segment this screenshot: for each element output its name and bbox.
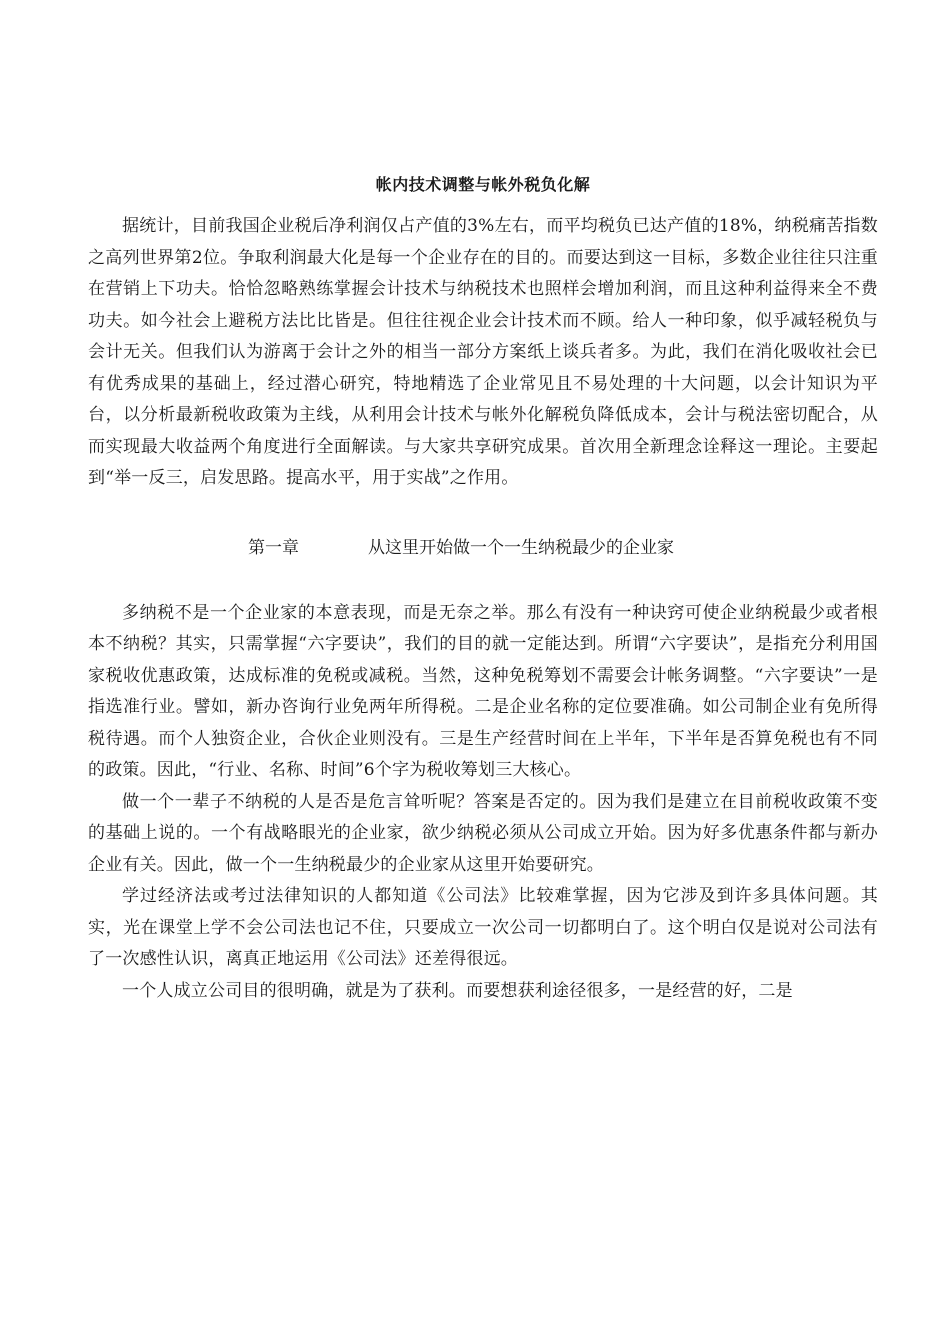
body-paragraph: 多纳税不是一个企业家的本意表现，而是无奈之举。那么有没有一种诀窍可使企业纳税最少或者根本不纳税？其实，只需掌握“六字要诀”，我们的目的就一定能达到。所谓“六字要诀”，是指充分利用国家税收优惠政策，达成标准的免税或减税。当然，这种免税筹划不需要会计帐务调整。“六字要诀”一是指选准行业。譬如，新办咨询行业免两年所得税。二是企业名称的定位要准确。如公司制企业有免所得税待遇。而个人独资企业，合伙企业则没有。三是生产经营时间在上半年，下半年是否算免税也有不同的政策。因此，“行业、名称、时间”6个字为税收筹划三大核心。 (88, 602, 878, 780)
chapter-heading (88, 533, 878, 558)
intro-paragraph: 据统计，目前我国企业税后净利润仅占产值的3%左右，而平均税负已达产值的18%，纳税痛苦指数之高列世界第2位。争取利润最大化是每一个企业存在的目的。而要达到这一目标，多数企业往往只注重在营销上下功夫。恰恰忽略熟练掌握会计技术与纳税技术也照样会增加利润，而且这种利益得来全不费功夫。如今社会上避税方法比比皆是。但往往视企业会计技术而不顾。给人一种印象，似乎减轻税负与会计无关。但我们认为游离于会计之外的相当一部分方案纸上谈兵者多。为此，我们在消化吸收社会已有优秀成果的基础上，经过潜心研究，特地精选了企业常见且不易处理的十大问题，以会计知识为平台，以分析最新税收政策为主线，从利用会计技术与帐外化解税负降低成本，会计与税法密切配合，从而实现最大收益两个角度进行全面解读。与大家共享研究成果。首次用全新理念诠释这一理论。主要起到“举一反三，启发思路。提高水平，用于实战”之作用。 (88, 216, 878, 488)
document-title: 帐内技术调整与帐外税负化解 (375, 175, 591, 194)
body-paragraph: 学过经济法或考过法律知识的人都知道《公司法》比较难掌握，因为它涉及到许多具体问题。其实，光在课堂上学不会公司法也记不住，只要成立一次公司一切都明白了。这个明白仅是说对公司法有了一次感性认识，离真正地运用《公司法》还差得很远。 (88, 886, 878, 969)
body-paragraph: 一个人成立公司目的很明确，就是为了获利。而要想获利途径很多，一是经营的好，二是 (122, 980, 793, 1001)
document-page (88, 168, 878, 1007)
body-paragraph: 做一个一辈子不纳税的人是否是危言耸听呢？答案是否定的。因为我们是建立在目前税收政策不变的基础上说的。一个有战略眼光的企业家，欲少纳税必须从公司成立开始。因为好多优惠条件都与新办企业有关。因此，做一个一生纳税最少的企业家从这里开始要研究。 (88, 791, 878, 875)
chapter-number: 第一章 (248, 537, 299, 558)
chapter-title: 从这里开始做一个一生纳税最少的企业家 (368, 537, 674, 558)
